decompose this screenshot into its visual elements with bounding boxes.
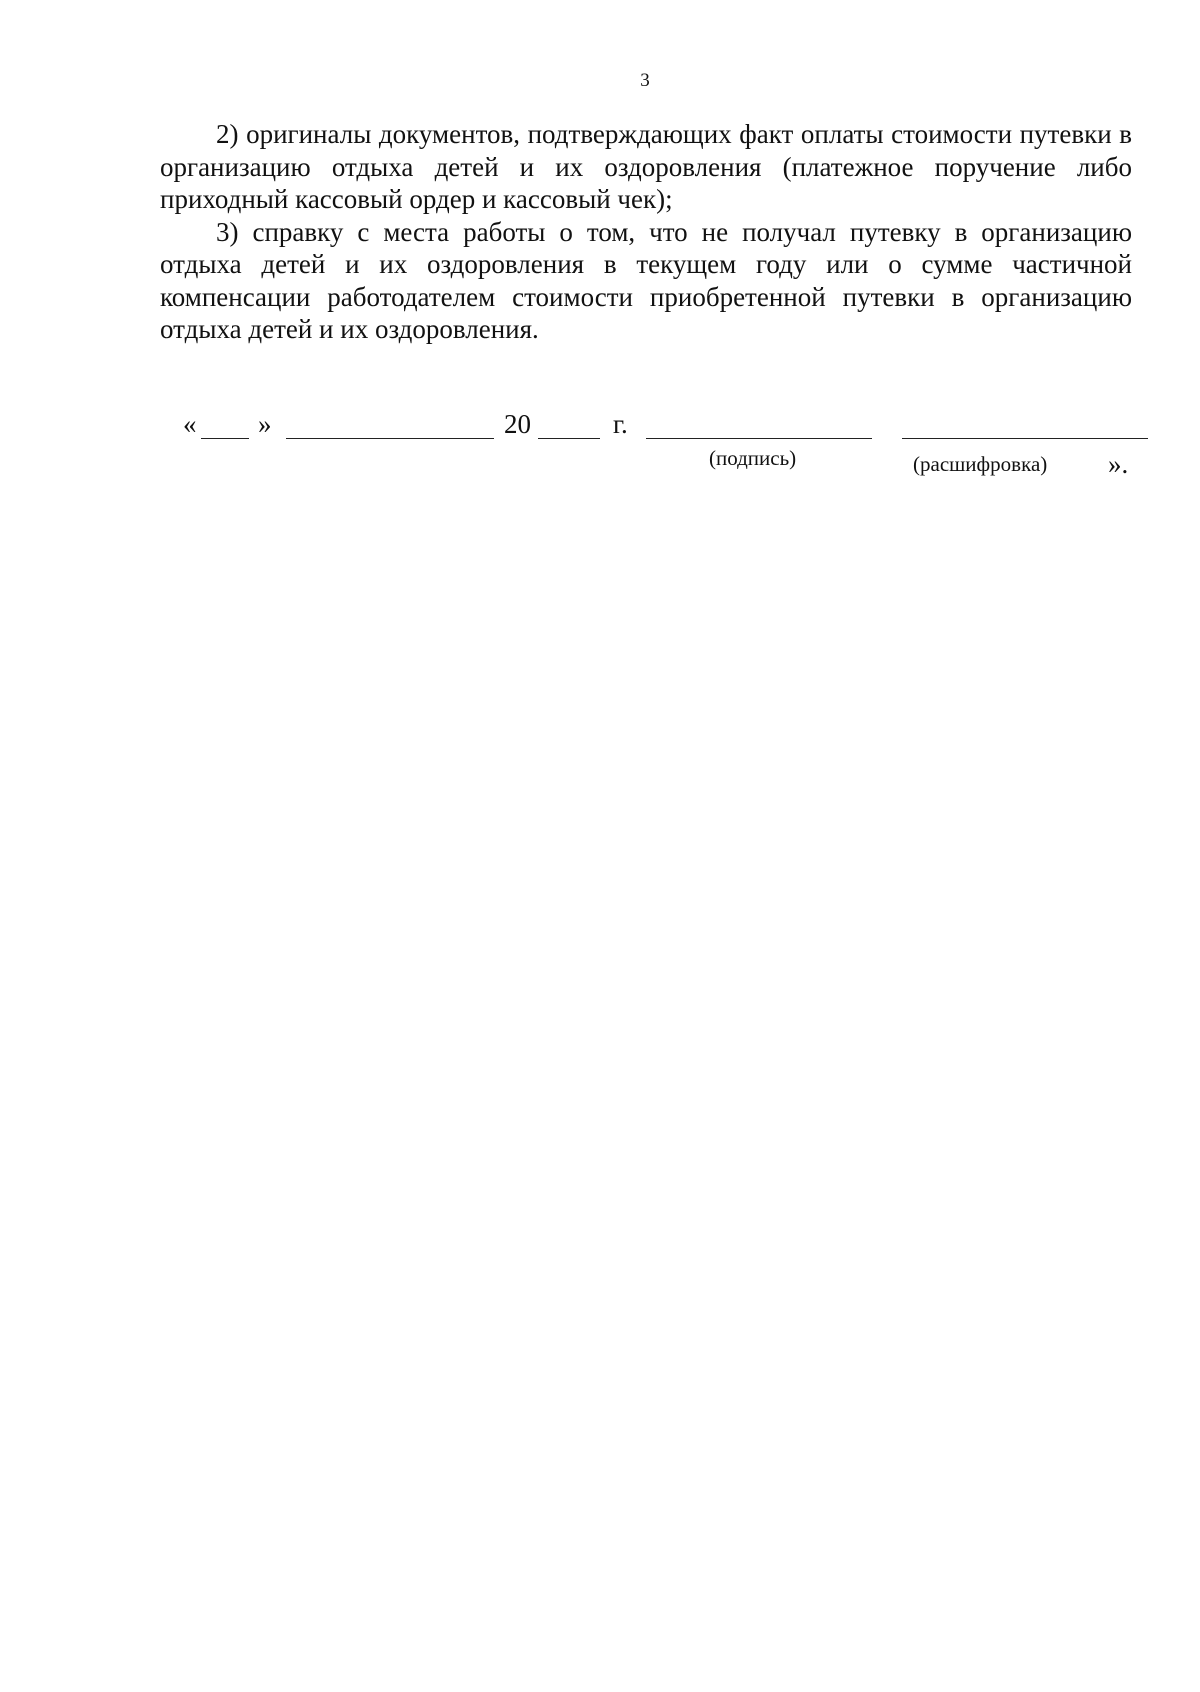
signature-blank-line — [646, 438, 872, 439]
closing-quote: ». — [1108, 449, 1129, 479]
paragraph-item-3: 3) справку с места работы о том, что не получал путевку в организацию отдыха детей и их оздоровления в текущем году или о сумме частичной компенсации работодателем стоимости приобретенной путевки в организацию отдыха детей и их оздоровления. — [160, 216, 1132, 344]
date-quote-open: « — [183, 409, 197, 439]
year-blank-line — [538, 438, 600, 439]
page-number: 3 — [640, 70, 650, 91]
year-suffix: г. — [613, 409, 628, 439]
signature-block — [0, 408, 1200, 479]
transcript-caption: (расшифровка) — [913, 452, 1048, 476]
paragraph-item-2: 2) оригиналы документов, подтверждающих факт оплаты стоимости путевки в организацию отдыха детей и их оздоровления (платежное поручение либо приходный кассовый ордер и кассовый чек); — [160, 119, 1132, 214]
day-blank-line — [201, 438, 249, 439]
year-prefix: 20 — [504, 409, 531, 439]
month-blank-line — [286, 438, 494, 439]
signature-caption: (подпись) — [709, 446, 797, 470]
document-body — [160, 118, 1132, 346]
date-quote-close: » — [258, 409, 272, 439]
transcript-blank-line — [902, 438, 1148, 439]
